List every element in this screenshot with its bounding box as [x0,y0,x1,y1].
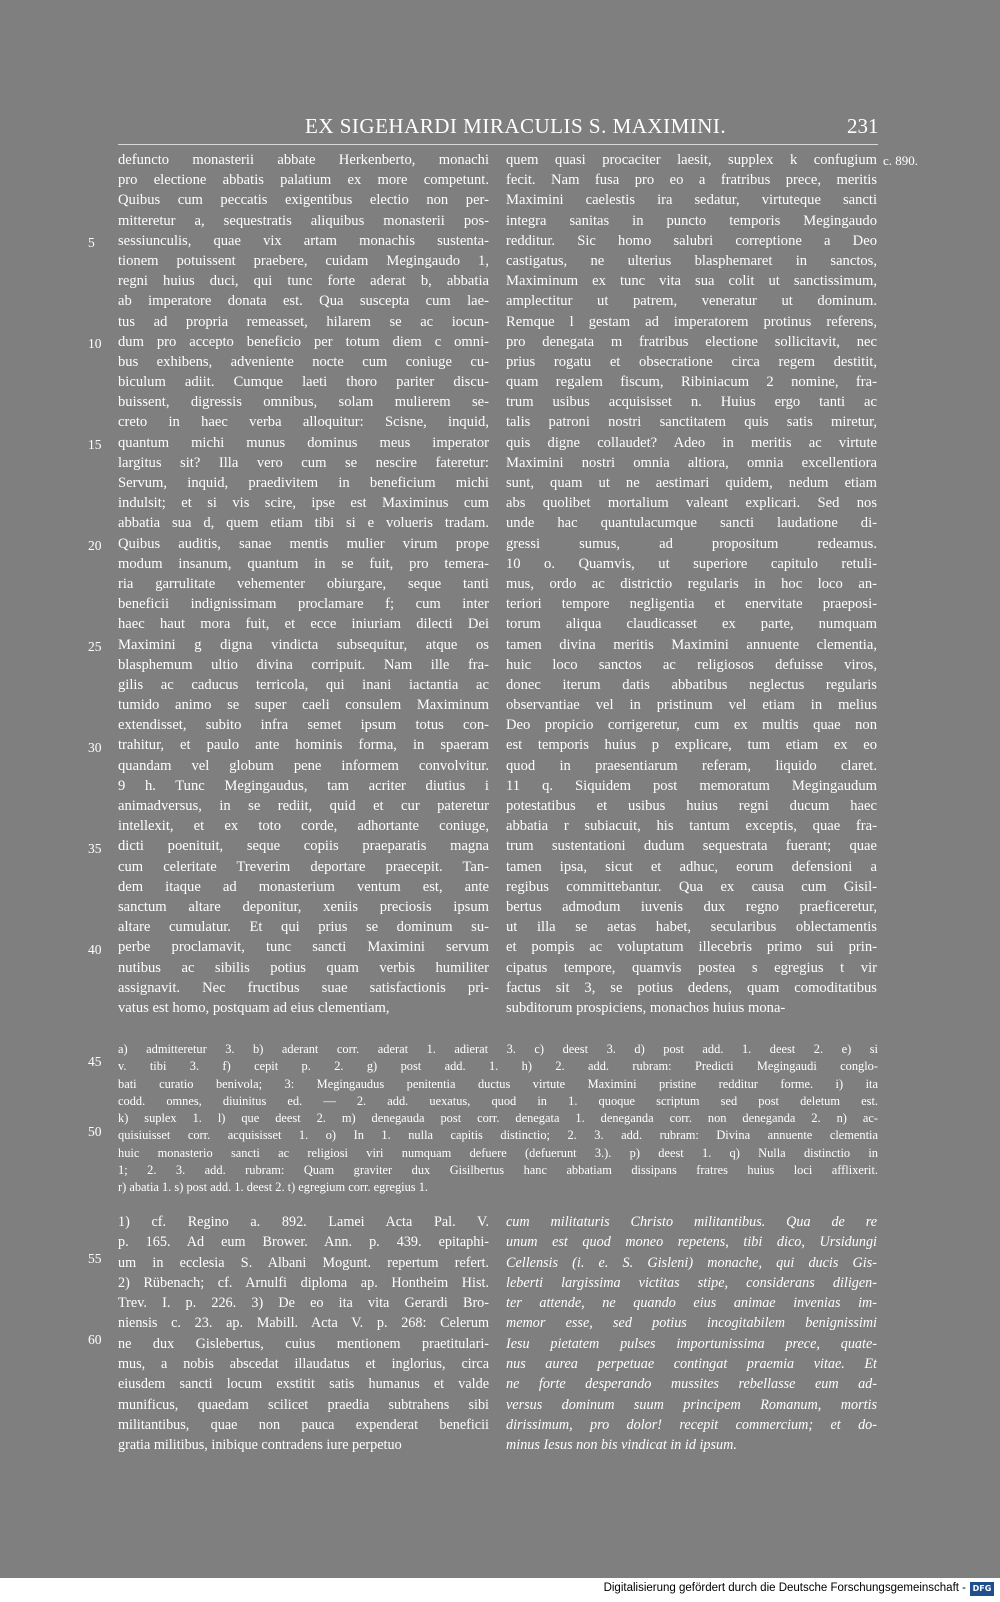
text-line: dum pro accepto beneficio per totum diem c omni- [118,333,489,350]
line-number: 45 [88,1054,102,1069]
text-line: 10 o. Quamvis, ut superiore capitulo retuli- [506,555,877,572]
text-line: dem itaque ad monasterium ventum est, ante [118,878,489,895]
text-line: quantum michi munus dominus meus imperator [118,434,489,451]
text-line: quis digne collaudet? Adeo in meritis ac virtute [506,434,877,451]
line-number: 50 [88,1124,102,1139]
variant-notes [118,1041,878,1197]
text-line: Maximinum ex tunc vita sua colit ut sanctissimum, [506,273,877,290]
footer-bar [0,1578,1000,1602]
text-line: tumido animo se super caeli consulem Maximinum [118,697,489,714]
line-number: 25 [88,639,102,654]
text-line: extendisset, subito infra semet ipsum totus con- [118,717,489,734]
footnote-line: Trev. I. p. 226. 3) De eo ita vita Gerardi Bro- [118,1295,489,1312]
text-line: quem quasi procaciter laesit, supplex k confugium [506,152,877,168]
margin-date-note: c. 890. [883,153,919,168]
text-line: integra sanitas in puncto temporis Megingaudo [506,212,877,229]
text-line: nutibus ac sibilis potius quam verbis humiliter [118,959,489,976]
text-line: animadversus, in se rediit, quid et cur pateretur [118,798,489,814]
text-line: ria garrulitate vehementer obiurgare, seque tanti [118,575,489,592]
text-line: est temporis huius p explicare, tum etiam ex eo [506,737,877,754]
text-line: modum insanum, quantum in se fuit, pro temera- [118,555,489,572]
line-number: 30 [88,740,102,755]
footnote-line: unum est quod moneo repetens, tibi dico, Ursidungi [506,1234,877,1251]
text-line: pro denegata m fratribus electione sollicitavit, nec [506,333,877,350]
line-number: 60 [88,1332,102,1347]
variant-note-line: a) admitteretur 3. b) aderant corr. aderat 1. adierat 3. c) deest 3. d) post add. 1. deest 2. e) si [118,1042,878,1056]
text-line: 9 h. Tunc Megingaudus, tam acriter diutius i [118,777,489,794]
footnote-line: dirissimum, pro dolor! recepit commercium; et do- [506,1416,877,1433]
text-line: Deo propicio corrigeretur, cum ex multis quae non [506,717,877,734]
text-line: potestatibus et usibus huius regni ducum haec [506,798,877,814]
footnote-line: ne forte desperando mussites rebellasse eum ad- [506,1376,877,1393]
line-number: 15 [88,437,102,452]
text-line: abbatia sua d, quem etiam tibi si e volueris tradam. [118,515,489,532]
text-line: altare cumulatur. Et qui prius se dominum su- [118,919,489,936]
text-line: castigatus, ne ulterius blasphemaret in sanctos, [506,252,877,269]
text-line: tamen ipsa, sicut et adhuc, eorum defensioni a [506,858,877,875]
line-number: 10 [88,336,102,351]
footnote-line: gratia militibus, inibique contradens iure perpetuo [118,1437,402,1454]
footnote-line: eiusdem sancti locum exstitit satis humanus et valde [118,1376,489,1393]
text-line: trum usibus acquisisset n. Huius ergo tanti ac [506,394,877,411]
dfg-logo: DFG [970,1582,994,1596]
text-line: trahitur, et paulo ante hominis forma, in spaeram [118,737,489,754]
text-line: buissent, digressis omnibus, solam mulierem se- [118,394,489,411]
text-line: Maximini g digna vindicta subsequitur, atque os [118,636,489,653]
text-line: sessiunculis, quae vix artam monachis sustenta- [118,232,489,249]
text-line: bus exhibens, adveniente nocte cum coniuge cu- [118,353,489,370]
text-line: cipatus tempore, quamvis postea s egregius t vir [506,959,877,976]
text-line: intellexit, et ex toto corde, adhortante coniuge, [118,818,489,835]
footnote-line: memor esse, sed potius incogitabilem benignissimi [506,1315,877,1332]
footnote-line: Cellensis (i. e. S. Gisleni) monache, qui ducis Gis- [506,1254,877,1271]
variant-note-line: bati curatio benivola; 3: Megingaudus penitentia ductus virtute Maximini pristine redditur forme. i) ita [118,1076,878,1091]
text-line: cum celeritate Treverim deportare praecepit. Tan- [118,858,489,875]
footnote-line: niensis c. 23. ap. Mabill. Acta V. p. 268: Celerum [118,1315,489,1332]
text-line: et pompis ac voluptatum illecebris primo sui prin- [506,939,877,956]
text-line: indulsit; et si vis scire, ipse est Maximinus cum [118,495,489,512]
text-line: sanctum altare deponitur, xeniis preciosis ipsum [118,898,489,915]
main-text-right-column [506,150,877,1018]
variant-note-line: k) suplex 1. l) que deest 2. m) denegauda post corr. denegata 1. deneganda corr. non deneganda 2. n) ac- [118,1111,878,1126]
text-line: teriori tempore negligentia et enervitate praeposi- [506,596,877,613]
text-line: Quibus cum peccatis exigentibus electio non per- [118,192,489,209]
text-line: redditur. Sic homo salubri correptione a Deo [506,232,877,249]
footnote-line: ter attende, ne quando eius animae invenias im- [506,1295,877,1312]
text-line: tionem potuissent praebere, cuidam Megingaudo 1, [118,252,489,269]
footnote-line: nus aurea perpetuae contingat praemia vitae. Et [506,1356,877,1373]
text-line: regni huius duci, qui tunc forte aderat b, abbatia [118,273,489,290]
text-line: gilis ac caducus terricola, qui inani iactantia ac [118,676,489,693]
footnote-line: 2) Rübenach; cf. Arnulfi diploma ap. Hontheim Hist. [118,1274,489,1291]
text-line: tamen divina meritis Maximini annuente clementia, [506,636,877,653]
footnotes-left-column [118,1212,489,1456]
footnote-line: mus, a nobis abscedat illaudatus et inglorius, circa [118,1356,489,1373]
text-line: ut illa se aetas habet, secularibus oblectamentis [506,919,877,936]
footnote-line: 1) cf. Regino a. 892. Lamei Acta Pal. V. [118,1214,489,1230]
running-title: EX SIGEHARDI MIRACULIS S. MAXIMINI. [305,114,727,138]
line-number: 5 [88,235,95,250]
text-line: defuncto monasterii abbate Herkenberto, monachi [118,152,489,168]
text-line: haec haut mora fuit, et ecce iniuriam dilecti Dei [118,616,489,633]
variant-note-line: v. tibi 3. f) cepit p. 2. g) post add. 1. h) 2. add. rubram: Predicti Megingaudi conglo- [118,1059,878,1074]
footnote-line: Iesu pietatem pulses importunissima prece, quate- [506,1335,877,1352]
text-line: sunt, quam ut ne aestimari quidem, nedum etiam [506,475,877,491]
text-line: mitteretur a, sequestratis aliquibus monasterii pos- [118,212,489,229]
text-line: prius rogatu et obsecratione circa regem destitit, [506,353,877,370]
footnote-line: versus dominum suum principem Romanum, mortis [506,1396,877,1413]
line-number: 20 [88,538,102,553]
text-line: quod in praesentiarum referam, liquido claret. [506,757,877,774]
text-line: subditorum prospiciens, monachos huius mona- [506,999,786,1016]
page-number: 231 [847,114,879,138]
text-line: vatus est homo, postquam ad eius clementiam, [118,999,390,1016]
text-line: talis patroni nostri sanctitatem quis satis miretur, [506,414,877,431]
text-line: bertus admodum iuvenis dux regno praeficeretur, [506,898,877,915]
text-line: Remque l gestam ad imperatorem protinus referens, [506,313,877,330]
text-line: pro electione abbatis palatium ex more competunt. [118,172,489,189]
line-number: 35 [88,841,102,856]
text-line: observantiae vel in pristinum vel etiam in melius [506,697,877,714]
text-line: mus, ordo ac districtio regularis in hoc loco an- [506,575,877,592]
variant-note-line: 1; 2. 3. add. rubram: Quam graviter dux Gisilbertus hanc abbatiam dissipans fratres huius loci afflixerit. [118,1163,878,1178]
text-line: creto in haec verba alloquitur: Scisne, inquid, [118,414,489,431]
footnote-line: munificus, quaedam scilicet praedia subtrahens sibi [118,1396,489,1413]
footnote-line: ne dux Gislebertus, cuius mentionem praetitulari- [118,1335,489,1352]
text-line: ab imperatore donata est. Qua suscepta cum lae- [118,293,489,310]
footnote-line: leberti largissima victitas stipe, considerans diligen- [506,1274,877,1291]
text-line: amplectitur ut patrem, veneratur ut dominum. [506,293,877,310]
text-line: regibus committebantur. Qua ex causa cum Gisil- [506,878,877,895]
text-line: perbe proclamavit, tunc sancti Maximini servum [118,939,489,956]
text-line: gressi sumus, ad propositum redeamus. [506,535,877,552]
text-line: quandam vel globum pene informem convolvitur. [118,757,489,774]
text-line: Quibus auditis, sanae mentis mulier virum prope [118,535,489,552]
text-line: tus ad propria remeasset, hilarem se ac iocun- [118,313,489,330]
line-number: 55 [88,1251,102,1266]
text-line: factus sit 3, se potius dedens, quam comoditatibus [506,979,877,996]
text-line: Maximini caelestis ira sedatur, virtuteque sancti [506,192,877,209]
variant-note-line: codd. omnes, diuinitus ed. — 2. add. uexatus, quod in 1. quoque scriptum sed post deletum est. [118,1093,878,1108]
text-line: 11 q. Siquidem post memoratum Megingaudum [506,777,877,794]
text-line: largitus sit? Illa vero cum se nescire fateretur: [118,454,489,471]
footnote-line: um in ecclesia S. Albani Mogunt. repertum refert. [118,1254,489,1271]
main-text-left-column [118,150,489,1018]
text-line: blasphemum ultio divina corripuit. Nam ille fra- [118,656,489,673]
footnotes-right-column [506,1212,877,1456]
text-line: unde hac quantulacumque sancti laudatione di- [506,515,877,532]
footnote-line: militantibus, quae non pauca expenderat beneficii [118,1416,489,1433]
text-line: biculum adiit. Cumque laeti thoro pariter discu- [118,374,489,391]
text-line: Maximini nostri omnia altiora, omnia excellentiora [506,454,877,471]
text-line: abs quolibet mortalium valeant explicari. Sed nos [506,495,877,512]
text-line: beneficii indignissimam proclamare f; cum inter [118,596,489,613]
line-number: 40 [88,942,102,957]
text-line: fecit. Nam fusa pro eo a fratribus prece, meritis [506,172,877,189]
page-header [0,114,1000,140]
text-line: abbatia r subiacuit, his tantum exceptis, quae fra- [506,818,877,835]
variant-note-line: r) abatia 1. s) post add. 1. deest 2. t) egregium corr. egregius 1. [118,1180,429,1195]
text-line: torum aliqua claudicasset ex parte, numquam [506,616,877,633]
text-line: huic loco sanctos ac religiosos defuisse viros, [506,656,877,673]
text-line: donec iterum datis abbatibus neglectus regularis [506,676,877,693]
text-line: dicti poenituit, seque copiis praeparatis magna [118,838,489,855]
text-line: quam regalem fiscum, Ribiniacum 2 nomine, fra- [506,374,877,391]
footnote-line: minus Iesus non bis vindicat in id ipsum. [506,1437,737,1454]
text-line: Servum, inquid, praedivitem in beneficium michi [118,475,489,491]
variant-note-line: quisiuisset corr. acquisisset 1. o) In 1. nulla capitis distinctio; 2. 3. add. rubram: Divina annuente clementia [118,1128,878,1143]
footnote-line: cum militaturis Christo militantibus. Qua de re [506,1214,877,1230]
text-line: assignavit. Nec fructibus suae satisfactionis pri- [118,979,489,996]
footnote-line: p. 165. Ad eum Brower. Ann. p. 439. epitaphi- [118,1234,489,1251]
variant-note-line: huic monasterio sancti ac religiosi viri numquam defuere (defuerunt 3.). p) deest 1. q) Nulla distinctio in [118,1145,878,1160]
header-rule [118,144,878,145]
text-line: trum sustentationi dudum sequestrata fuerant; quae [506,838,877,855]
footer-credit: Digitalisierung gefördert durch die Deutsche Forschungsgemeinschaft - [603,1582,966,1594]
